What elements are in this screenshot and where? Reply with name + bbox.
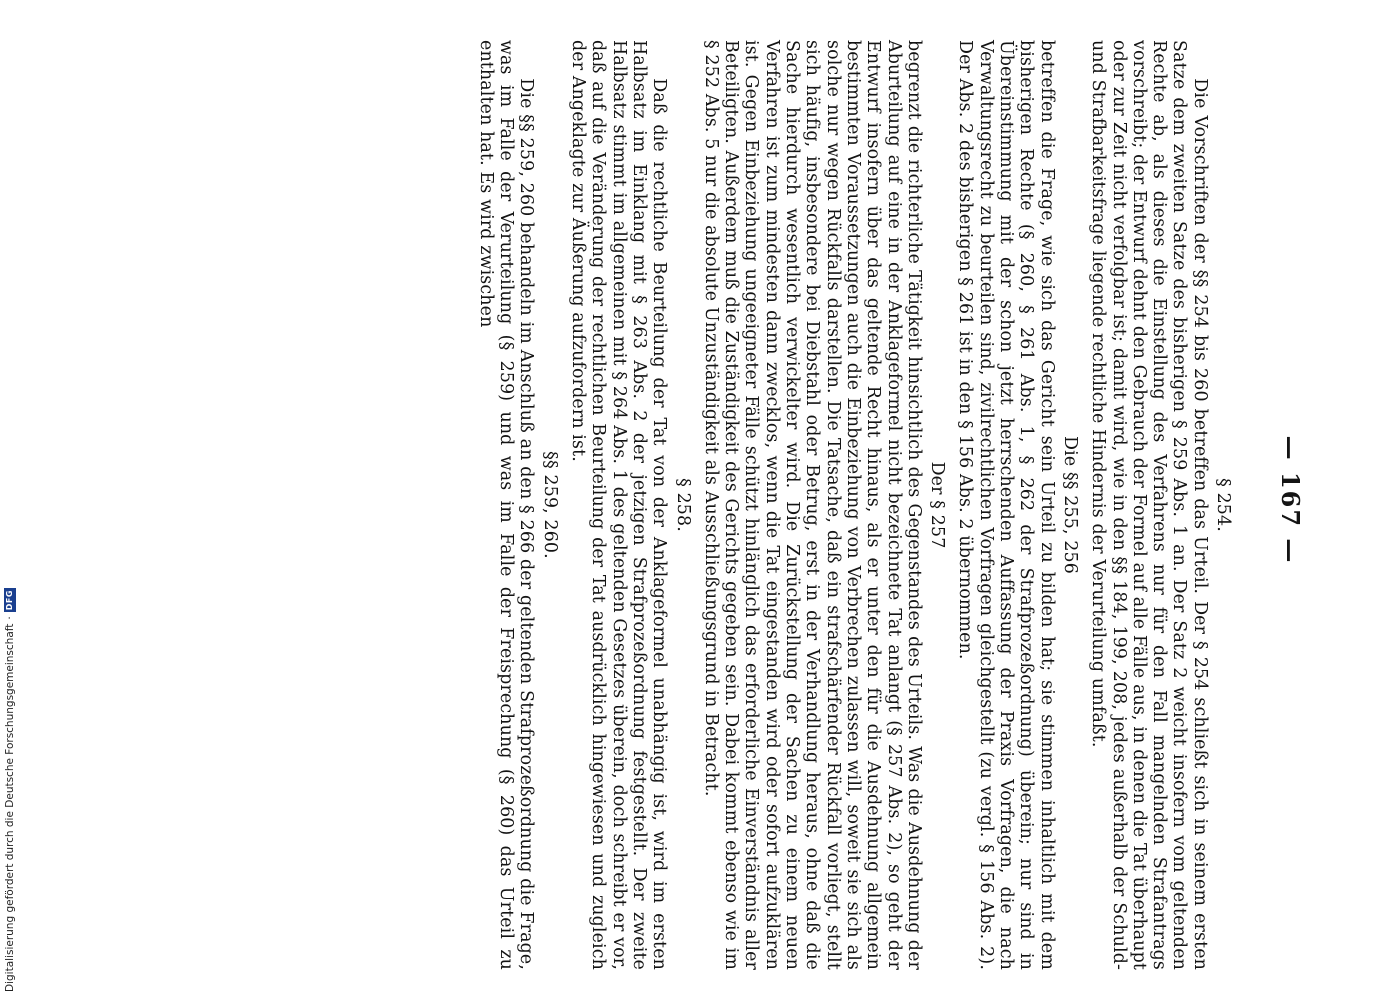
page-number: — 167 — xyxy=(1276,435,1305,565)
section-heading-259-260: §§ 259, 260. xyxy=(539,451,560,559)
section-heading-255-256: Die §§ 255, 256 xyxy=(1059,436,1080,574)
section-258-paragraph: Daß die rechtliche Beurteilung der Tat von der Anklageformel unabhängig ist, wird im ersten Halbsatz im Einklang mit § 263 Abs. 2 der jetzigen Strafprozeßordnung festgestellt. Der zweite Halbsatz stimmt im allgemeinen mit § 264 Abs. 1 des geltenden Gesetzes überein, doch schreibt er vor, daß auf die Veränderung der rechtlichen Beurteilung der Tat ausdrücklich hingewiesen und zugleich der Angeklagte zur Äußerung aufzufordern ist. xyxy=(568,40,670,970)
section-heading-254: § 254. xyxy=(1213,478,1233,532)
section-259-260-paragraph: Die §§ 259, 260 behandeln im Anschluß an den § 266 der geltenden Strafprozeßordnung die Frage, was im Falle der Verurteilung (§ 259) und was im Falle der Freisprechung (§ 260) das Urteil zu enthalten hat. Es wird zwischen xyxy=(475,40,537,970)
section-255-256-paragraph: betreffen die Frage, wie sich das Gericht sein Urteil zu bilden hat; sie stimmen inhaltlich mit dem bisherigen Rechte (§ 260, § 261 Abs. 1, § 262 der Strafprozeßordnung) überein; nur sind in Übereinstimmung mit der schon jetzt herrschenden Auffassung der Praxis Vorfragen, die nach Verwaltungsrecht zu beurteilen sind, zivilrechtlichen Vorfragen gleichgestellt (zu vergl. § 156 Abs. 2). Der Abs. 2 des bisherigen § 261 ist in den § 156 Abs. 2 übernommen. xyxy=(955,40,1057,970)
section-heading-258: § 258. xyxy=(672,478,693,532)
page-body xyxy=(476,40,1235,970)
digitization-credit: Digitalisierung gefördert durch die Deutsche Forschungsgemeinschaft · DFG xyxy=(4,590,16,992)
section-heading-257: Der § 257 xyxy=(927,461,948,549)
section-254-paragraph: Die Vorschriften der §§ 254 bis 260 betreffen das Urteil. Der § 254 schließt sich in seinem ersten Satze dem zweiten Satze des bisherigen § 259 Abs. 1 an. Der Satz 2 weicht insofern vom geltenden Rechte ab, als dieses die Einstellung des Verfahrens nur für den Fall mangelnden Strafantrags vorschreibt; der Entwurf dehnt den Gebrauch der Formel auf alle Fälle aus, in denen die Tat überhaupt oder zur Zeit nicht verfolgbar ist; damit wird, wie in den §§ 184, 199, 208, jedes außerhalb der Schuld- und Strafbarkeitsfrage liegende rechtliche Hindernis der Verurteilung umfaßt. xyxy=(1088,40,1210,970)
credit-text: Digitalisierung gefördert durch die Deutsche Forschungsgemeinschaft xyxy=(4,623,16,992)
section-257-paragraph: begrenzt die richterliche Tätigkeit hinsichtlich des Gegenstandes des Urteils. Was die Ausdehnung der Aburteilung auf eine in der Anklageformel nicht bezeichnete Tat anlangt (§ 257 Abs. 2), so geht der Entwurf insofern über das geltende Recht hinaus, als er unter den für die Ausdehnung allgemein bestimmten Voraussetzungen auch die Einbeziehung von Verbrechen zulassen will, soweit sie sich als solche nur wegen Rückfalls darstellen. Die Tatsache, daß ein strafschärfender Rückfall vorliegt, stellt sich häufig, insbesondere bei Diebstahl oder Betrug, erst in der Verhandlung heraus, ohne daß die Sache hierdurch wesentlich verwickelter wird. Die Zurückstellung der Sachen zu einem neuen Verfahren ist zum mindesten dann zwecklos, wenn die Tat eingestanden wird oder sofort aufzuklären ist. Gegen Einbeziehung ungeeigneter Fälle schützt hinlänglich das erforderliche Einverständnis aller Beteiligten. Außerdem muß die Zuständigkeit des Gerichts gegeben sein. Dabei kommt ebenso wie im § 252 Abs. 5 nur die absolute Unzuständigkeit als Ausschließungsgrund in Betracht. xyxy=(700,40,924,970)
dfg-logo: DFG xyxy=(5,590,14,611)
